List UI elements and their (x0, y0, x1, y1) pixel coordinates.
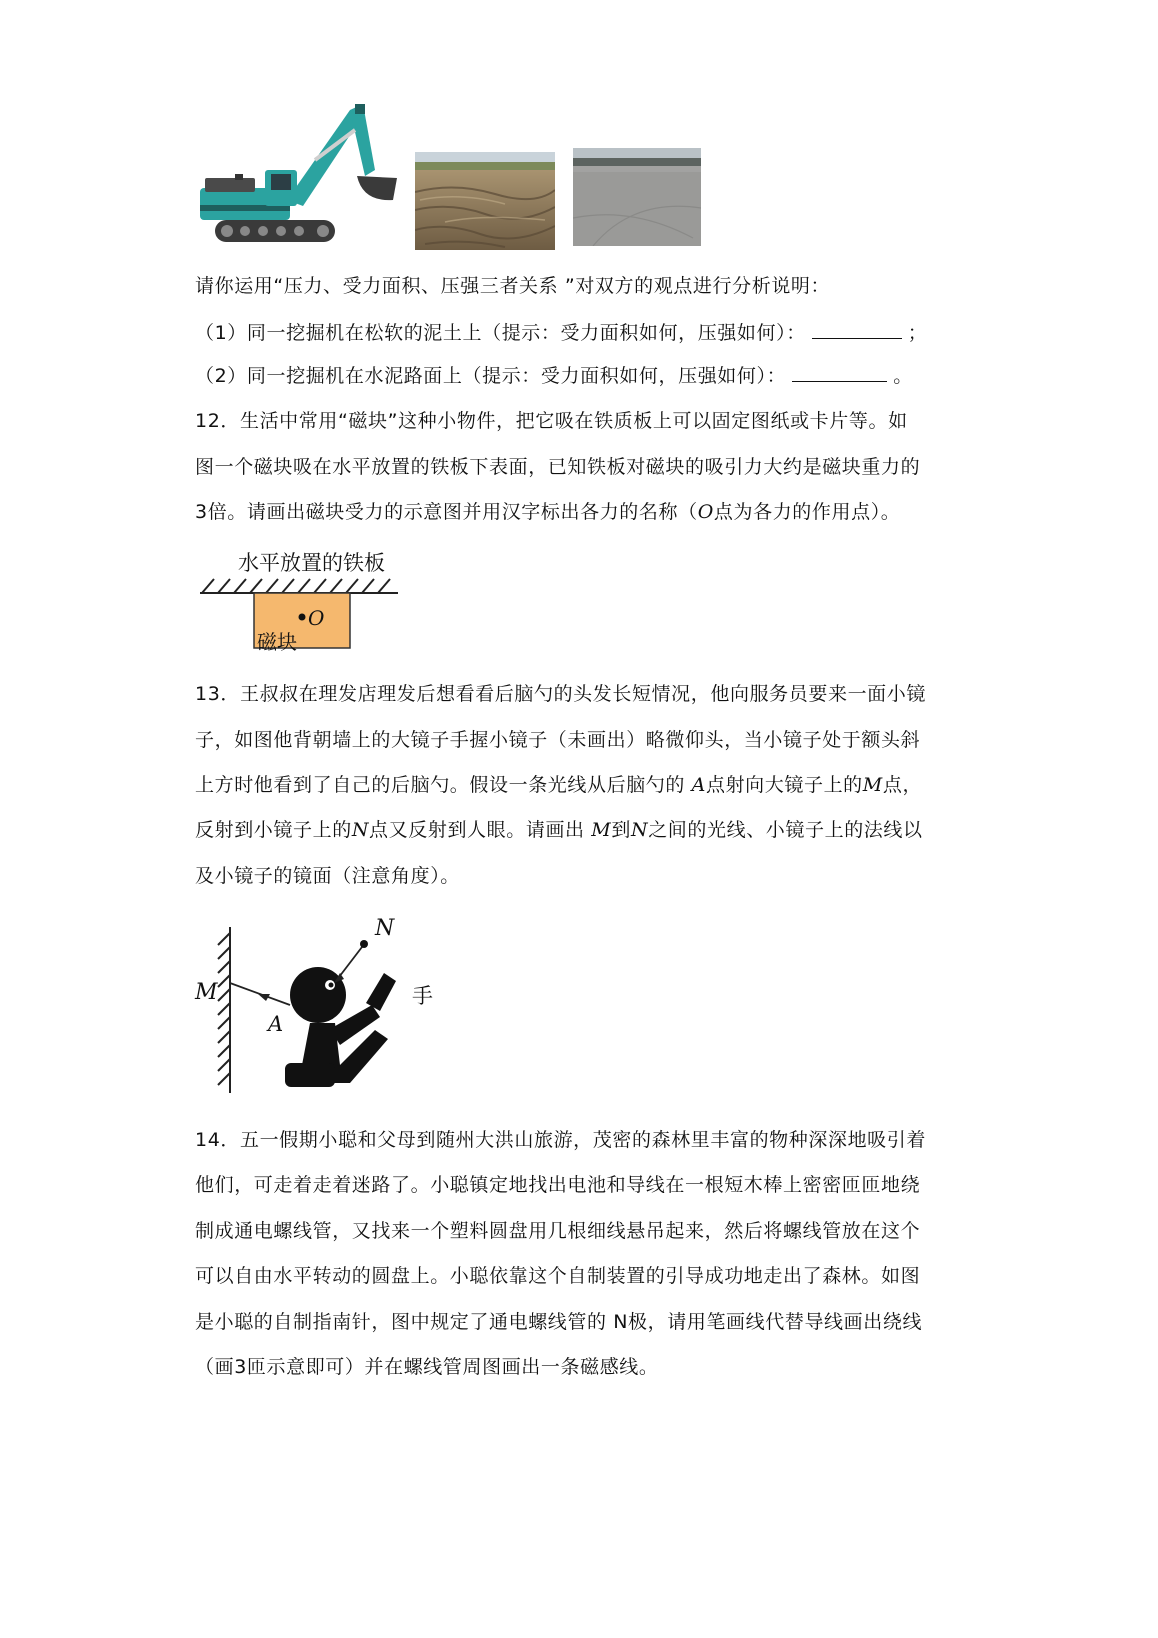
q11-part1-end: ； (907, 322, 928, 344)
q11-part1-text: （1）同一挖掘机在松软的泥土上（提示：受力面积如何，压强如何）： (195, 322, 806, 344)
q14-line-6: （画3匝示意即可）并在螺线管周图画出一条磁感线。 (195, 1356, 659, 1378)
point-o (299, 614, 306, 621)
q12-line-3-b: 点为各力的作用点）。 (713, 501, 901, 523)
excavator-arm (350, 104, 375, 176)
q12-var-o: O (697, 501, 714, 523)
head (290, 967, 346, 1023)
excavator-boom (287, 110, 360, 206)
q11-part1-answer-blank[interactable] (812, 320, 902, 339)
q14-line-2: 他们，可走着走着迷路了。小聪镇定地找出电池和导线在一根短木棒上密密匝匝地绕 (195, 1174, 921, 1196)
mirror-figure (190, 905, 450, 1095)
q13-line-5: 及小镜子的镜面（注意角度）。 (195, 865, 460, 887)
label-hand: 手 (412, 984, 433, 1008)
q12-line-3 (195, 500, 955, 524)
q11-part2-answer-blank[interactable] (792, 363, 887, 382)
label-a: A (268, 1012, 284, 1036)
iron-plate-hatching (200, 579, 398, 593)
q11-part2 (195, 363, 955, 388)
hand (366, 973, 396, 1011)
soft-soil-photo (415, 152, 555, 250)
magnet-block-label: 磁块 (257, 630, 297, 654)
q14-line-1: 14．五一假期小聪和父母到随州大洪山旅游，茂密的森林里丰富的物种深深地吸引着 (195, 1129, 926, 1151)
q14-line-3: 制成通电螺线管，又找来一个塑料圆盘用几根细线悬吊起来，然后将螺线管放在这个 (195, 1220, 921, 1242)
q13-line-2: 子，如图他背朝墙上的大镜子手握小镜子（未画出）略微仰头，当小镜子处于额头斜 (195, 729, 921, 751)
q12-line-2: 图一个磁块吸在水平放置的铁板下表面，已知铁板对磁块的吸引力大约是磁块重力的 (195, 456, 921, 478)
iron-plate-label: 水平放置的铁板 (238, 551, 385, 575)
magnet-figure (196, 575, 406, 655)
wall-mirror (218, 927, 230, 1093)
q11-part2-end: 。 (893, 365, 913, 387)
point-n (360, 940, 368, 948)
q14-line-4: 可以自由水平转动的圆盘上。小聪依靠这个自制装置的引导成功地走出了森林。如图 (195, 1265, 921, 1287)
q11-intro: 请你运用“压力、受力面积、压强三者关系 ”对双方的观点进行分析说明： (195, 275, 831, 297)
excavator-image (195, 100, 410, 255)
concrete-road-photo (573, 148, 701, 246)
q11-part2-text: （2）同一挖掘机在水泥路面上（提示：受力面积如何，压强如何）： (195, 365, 787, 387)
q13-line-4: 反射到小镜子上的N点又反射到人眼。请画出 M到N之间的光线、小镜子上的法线以 (195, 819, 923, 841)
q12-line-3-a: 3倍。请画出磁块受力的示意图并用汉字标出各力的名称（ (195, 501, 698, 523)
q14-line-5: 是小聪的自制指南针，图中规定了通电螺线管的 N极，请用笔画线代替导线画出绕线 (195, 1311, 923, 1333)
label-n: N (375, 916, 395, 941)
q13-line-3: 上方时他看到了自己的后脑勺。假设一条光线从后脑勺的 A点射向大镜子上的M点， (195, 774, 923, 796)
q12-line-1: 12．生活中常用“磁块”这种小物件，把它吸在铁质板上可以固定图纸或卡片等。如 (195, 410, 908, 432)
q11-part1 (195, 320, 955, 345)
excavator-bucket (357, 176, 397, 200)
label-m: M (195, 980, 218, 1005)
point-o-label: O (308, 606, 325, 630)
q13-line-1: 13．王叔叔在理发店理发后想看看后脑勺的头发长短情况，他向服务员要来一面小镜 (195, 683, 926, 705)
